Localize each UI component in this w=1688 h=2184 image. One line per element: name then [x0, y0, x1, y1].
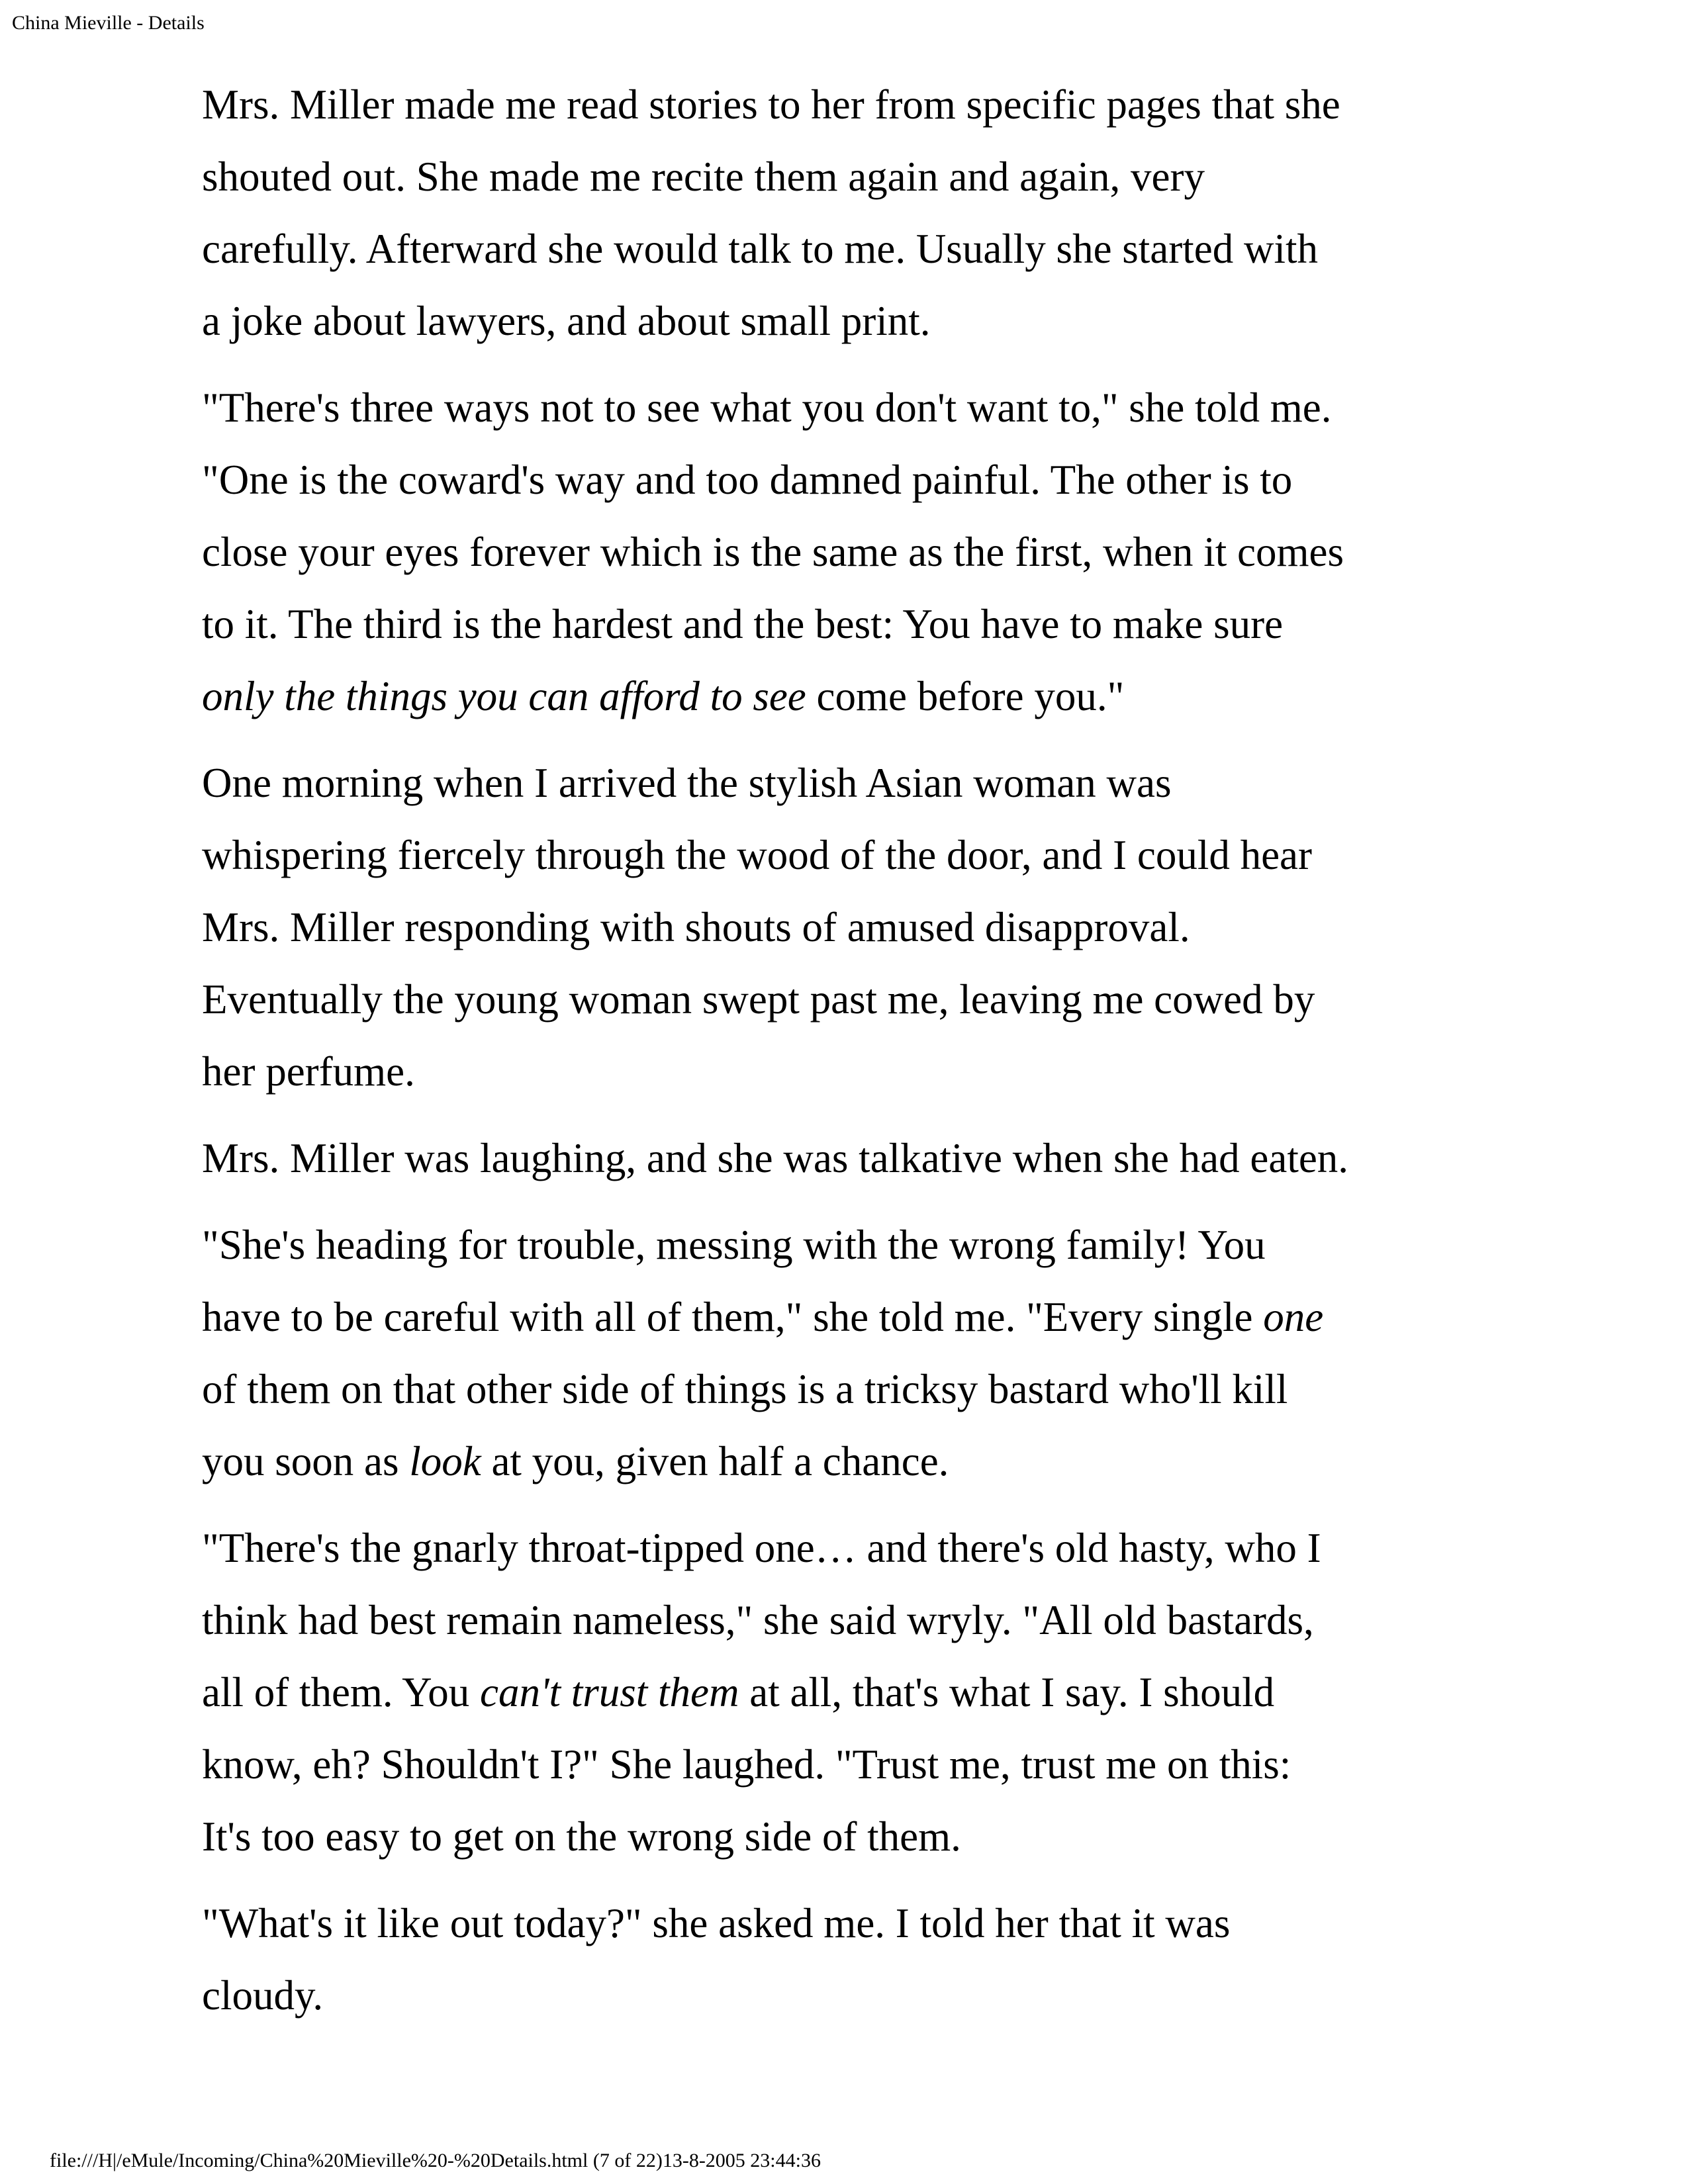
text-segment: whispering fiercely through the wood of the door, and I could hear: [202, 832, 1312, 878]
page-header-title: China Mieville - Details: [12, 12, 205, 34]
text-segment: have to be careful with all of them," she told me. "Every single: [202, 1294, 1264, 1340]
text-segment: "There's the gnarly throat-tipped one… and there's old hasty, who I: [202, 1525, 1321, 1571]
text-line: [202, 1122, 1499, 1195]
text-line: [202, 1426, 1499, 1498]
paragraph: [202, 1512, 1499, 1873]
text-segment: you soon as: [202, 1438, 410, 1484]
text-line: [202, 372, 1499, 444]
paragraph: [202, 372, 1499, 733]
document-body: [202, 69, 1499, 2046]
text-line: [202, 1512, 1499, 1584]
page-footer-url: file:///H|/eMule/Incoming/China%20Mieville%20-%20Details.html (7 of 22)13-8-2005 23:44:36: [50, 2150, 821, 2171]
italic-text: one: [1263, 1294, 1324, 1340]
paragraph: [202, 69, 1499, 357]
text-segment: One morning when I arrived the stylish Asian woman was: [202, 760, 1172, 806]
text-line: [202, 1281, 1499, 1353]
text-line: [202, 1729, 1499, 1801]
text-segment: think had best remain nameless," she said wryly. "All old bastards,: [202, 1597, 1314, 1643]
text-segment: Mrs. Miller responding with shouts of amused disapproval.: [202, 904, 1190, 950]
text-line: [202, 1353, 1499, 1426]
text-segment: close your eyes forever which is the same as the first, when it comes: [202, 529, 1344, 575]
text-segment: Mrs. Miller was laughing, and she was talkative when she had eaten.: [202, 1135, 1349, 1181]
text-segment: her perfume.: [202, 1048, 415, 1095]
text-line: [202, 660, 1499, 733]
text-segment: "There's three ways not to see what you don't want to," she told me.: [202, 385, 1332, 431]
text-segment: a joke about lawyers, and about small print.: [202, 298, 931, 344]
text-segment: to it. The third is the hardest and the best: You have to make sure: [202, 601, 1284, 647]
text-segment: come before you.": [806, 673, 1125, 719]
italic-text: look: [409, 1438, 481, 1484]
text-line: [202, 141, 1499, 213]
text-segment: of them on that other side of things is a tricksy bastard who'll kill: [202, 1366, 1288, 1412]
text-line: [202, 1036, 1499, 1108]
text-line: [202, 69, 1499, 141]
text-segment: "What's it like out today?" she asked me. I told her that it was: [202, 1900, 1231, 1946]
paragraph: [202, 1888, 1499, 2032]
text-line: [202, 1584, 1499, 1657]
text-line: [202, 1209, 1499, 1281]
text-line: [202, 213, 1499, 285]
text-segment: Eventually the young woman swept past me, leaving me cowed by: [202, 976, 1315, 1023]
text-segment: carefully. Afterward she would talk to me. Usually she started with: [202, 226, 1318, 272]
text-line: [202, 1888, 1499, 1960]
text-line: [202, 285, 1499, 357]
text-segment: "One is the coward's way and too damned painful. The other is to: [202, 457, 1293, 503]
text-line: [202, 1960, 1499, 2032]
text-segment: cloudy.: [202, 1972, 324, 2019]
text-line: [202, 588, 1499, 660]
italic-text: can't trust them: [480, 1669, 739, 1715]
text-line: [202, 1801, 1499, 1873]
paragraph: [202, 1209, 1499, 1498]
text-line: [202, 747, 1499, 819]
text-line: [202, 891, 1499, 964]
text-line: [202, 819, 1499, 891]
text-segment: "She's heading for trouble, messing with the wrong family! You: [202, 1222, 1266, 1268]
text-segment: It's too easy to get on the wrong side of them.: [202, 1813, 961, 1860]
text-segment: at you, given half a chance.: [481, 1438, 949, 1484]
paragraph: [202, 747, 1499, 1108]
text-line: [202, 1657, 1499, 1729]
text-line: [202, 964, 1499, 1036]
text-segment: all of them. You: [202, 1669, 481, 1715]
text-segment: shouted out. She made me recite them again and again, very: [202, 154, 1205, 200]
text-segment: Mrs. Miller made me read stories to her from specific pages that she: [202, 81, 1340, 128]
text-segment: know, eh? Shouldn't I?" She laughed. "Trust me, trust me on this:: [202, 1741, 1291, 1788]
text-segment: at all, that's what I say. I should: [739, 1669, 1275, 1715]
text-line: [202, 444, 1499, 516]
italic-text: only the things you can afford to see: [202, 673, 806, 719]
paragraph: [202, 1122, 1499, 1195]
text-line: [202, 516, 1499, 588]
